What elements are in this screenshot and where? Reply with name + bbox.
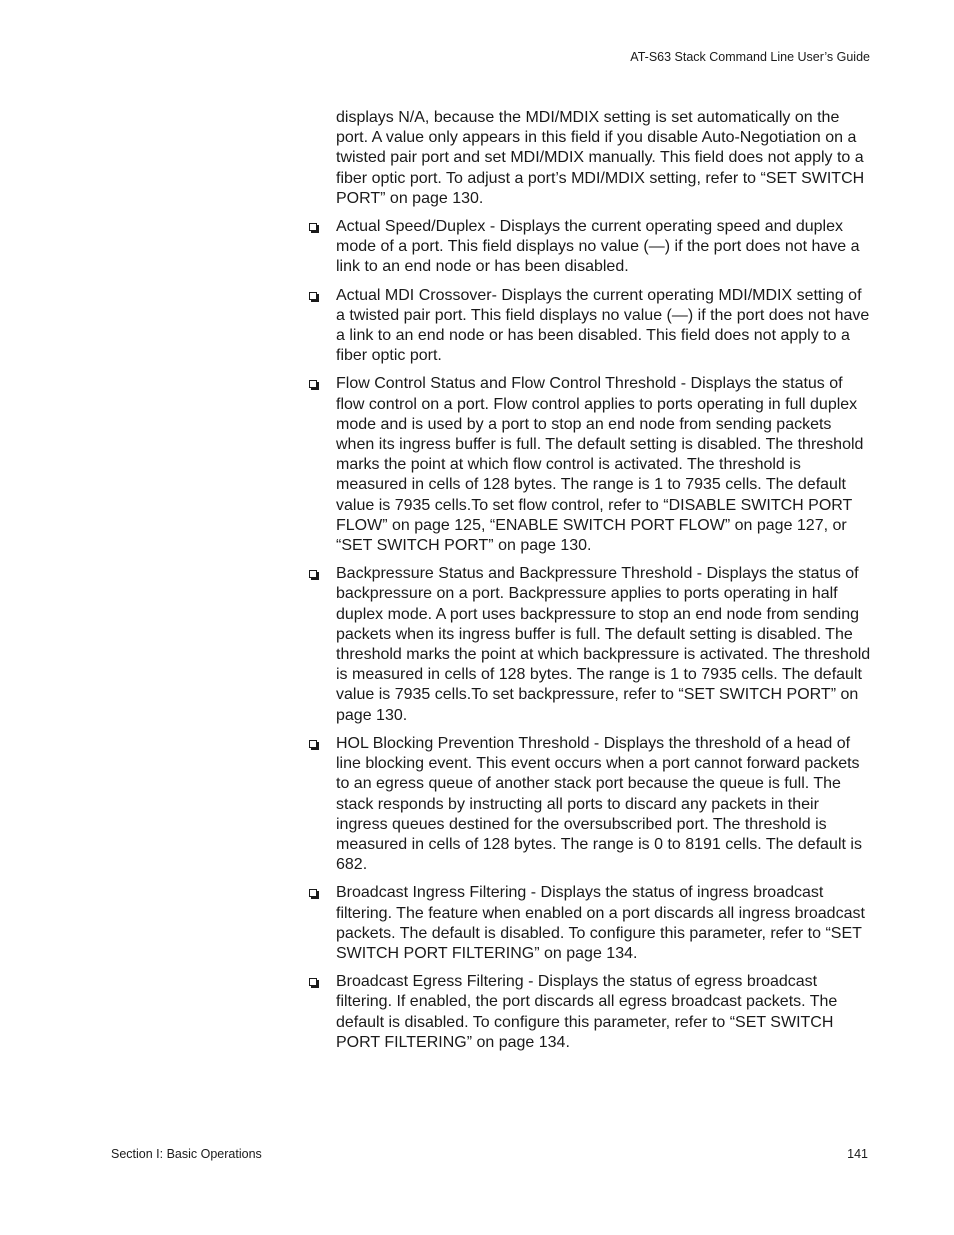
continued-paragraph: displays N/A, because the MDI/MDIX setting is set automatically on the port. A value only appears in this field if you disable Auto-Negotiation on a twisted pair port and set MDI/MDIX manually. This field does not apply to a fiber optic port. To adjust a port’s MDI/MDIX setting, refer to “SET SWITCH PORT” on page 130.: [336, 109, 865, 207]
footer-section-label: Section I: Basic Operations: [111, 1147, 262, 1161]
running-header-title: AT-S63 Stack Command Line User’s Guide: [630, 50, 870, 64]
list-item-text: Actual MDI Crossover- Displays the current operating MDI/MDIX setting of a twisted pair port. This field displays no value (—) if the port does not have a link to an end node or has been disabled. This field does not apply to a fiber optic port.: [336, 286, 870, 365]
box-bullet-icon: [309, 889, 317, 897]
list-item-text: Backpressure Status and Backpressure Threshold - Displays the status of backpressure on a port. Backpressure applies to ports operating in half duplex mode. A port uses backpressure to stop an end node from sending packets when its ingress buffer is full. The default setting is disabled. The threshold marks the point at which backpressure is activated. The threshold is measured in cells of 128 bytes. The range is 1 to 7935 cells. The default value is 7935 cells.To set backpressure, refer to “SET SWITCH PORT” on page 130.: [336, 565, 871, 724]
list-item: [336, 564, 872, 726]
field-description-list: [336, 217, 872, 1053]
box-bullet-icon: [309, 978, 317, 986]
list-item: [336, 286, 872, 367]
box-bullet-icon: [309, 740, 317, 748]
list-item-text: Actual Speed/Duplex - Displays the current operating speed and duplex mode of a port. This field displays no value (—) if the port does not have a link to an end node or has been disabled.: [336, 218, 860, 276]
footer-page-number: 141: [847, 1147, 868, 1161]
list-item: [336, 217, 872, 278]
list-item-text: Broadcast Egress Filtering - Displays the status of egress broadcast filtering. If enabled, the port discards all egress broadcast packets. The default is disabled. To configure this parameter, refer to “SET SWITCH PORT FILTERING” on page 134.: [336, 973, 838, 1051]
list-item: [336, 972, 872, 1053]
list-item: [336, 883, 872, 964]
box-bullet-icon: [309, 292, 317, 300]
list-item: [336, 374, 872, 556]
box-bullet-icon: [309, 223, 317, 231]
box-bullet-icon: [309, 570, 317, 578]
list-item-text: HOL Blocking Prevention Threshold - Displays the threshold of a head of line blocking event. This event occurs when a port cannot forward packets to an egress queue of another stack port because the queue is full. The stack responds by instructing all ports to discard any packets in their ingress queues destined for the oversubscribed port. The threshold is measured in cells of 128 bytes. The range is 0 to 8191 cells. The default is 682.: [336, 734, 862, 874]
list-item: [336, 734, 872, 875]
list-item-text: Broadcast Ingress Filtering - Displays the status of ingress broadcast filtering. The feature when enabled on a port discards all ingress broadcast packets. The default is disabled. To configure this parameter, refer to “SET SWITCH PORT FILTERING” on page 134.: [336, 884, 865, 962]
list-item-text: Flow Control Status and Flow Control Threshold - Displays the status of flow control on a port. Flow control applies to ports operating in full duplex mode and is used by a port to stop an end node from sending packets when its ingress buffer is full. The default setting is disabled. The threshold marks the point at which flow control is activated. The threshold is measured in cells of 128 bytes. The range is 1 to 7935 cells. The default value is 7935 cells.To set flow control, refer to “DISABLE SWITCH PORT FLOW” on page 125, “ENABLE SWITCH PORT FLOW” on page 127, or “SET SWITCH PORT” on page 130.: [336, 375, 864, 555]
box-bullet-icon: [309, 380, 317, 388]
body-content: [336, 108, 872, 1061]
